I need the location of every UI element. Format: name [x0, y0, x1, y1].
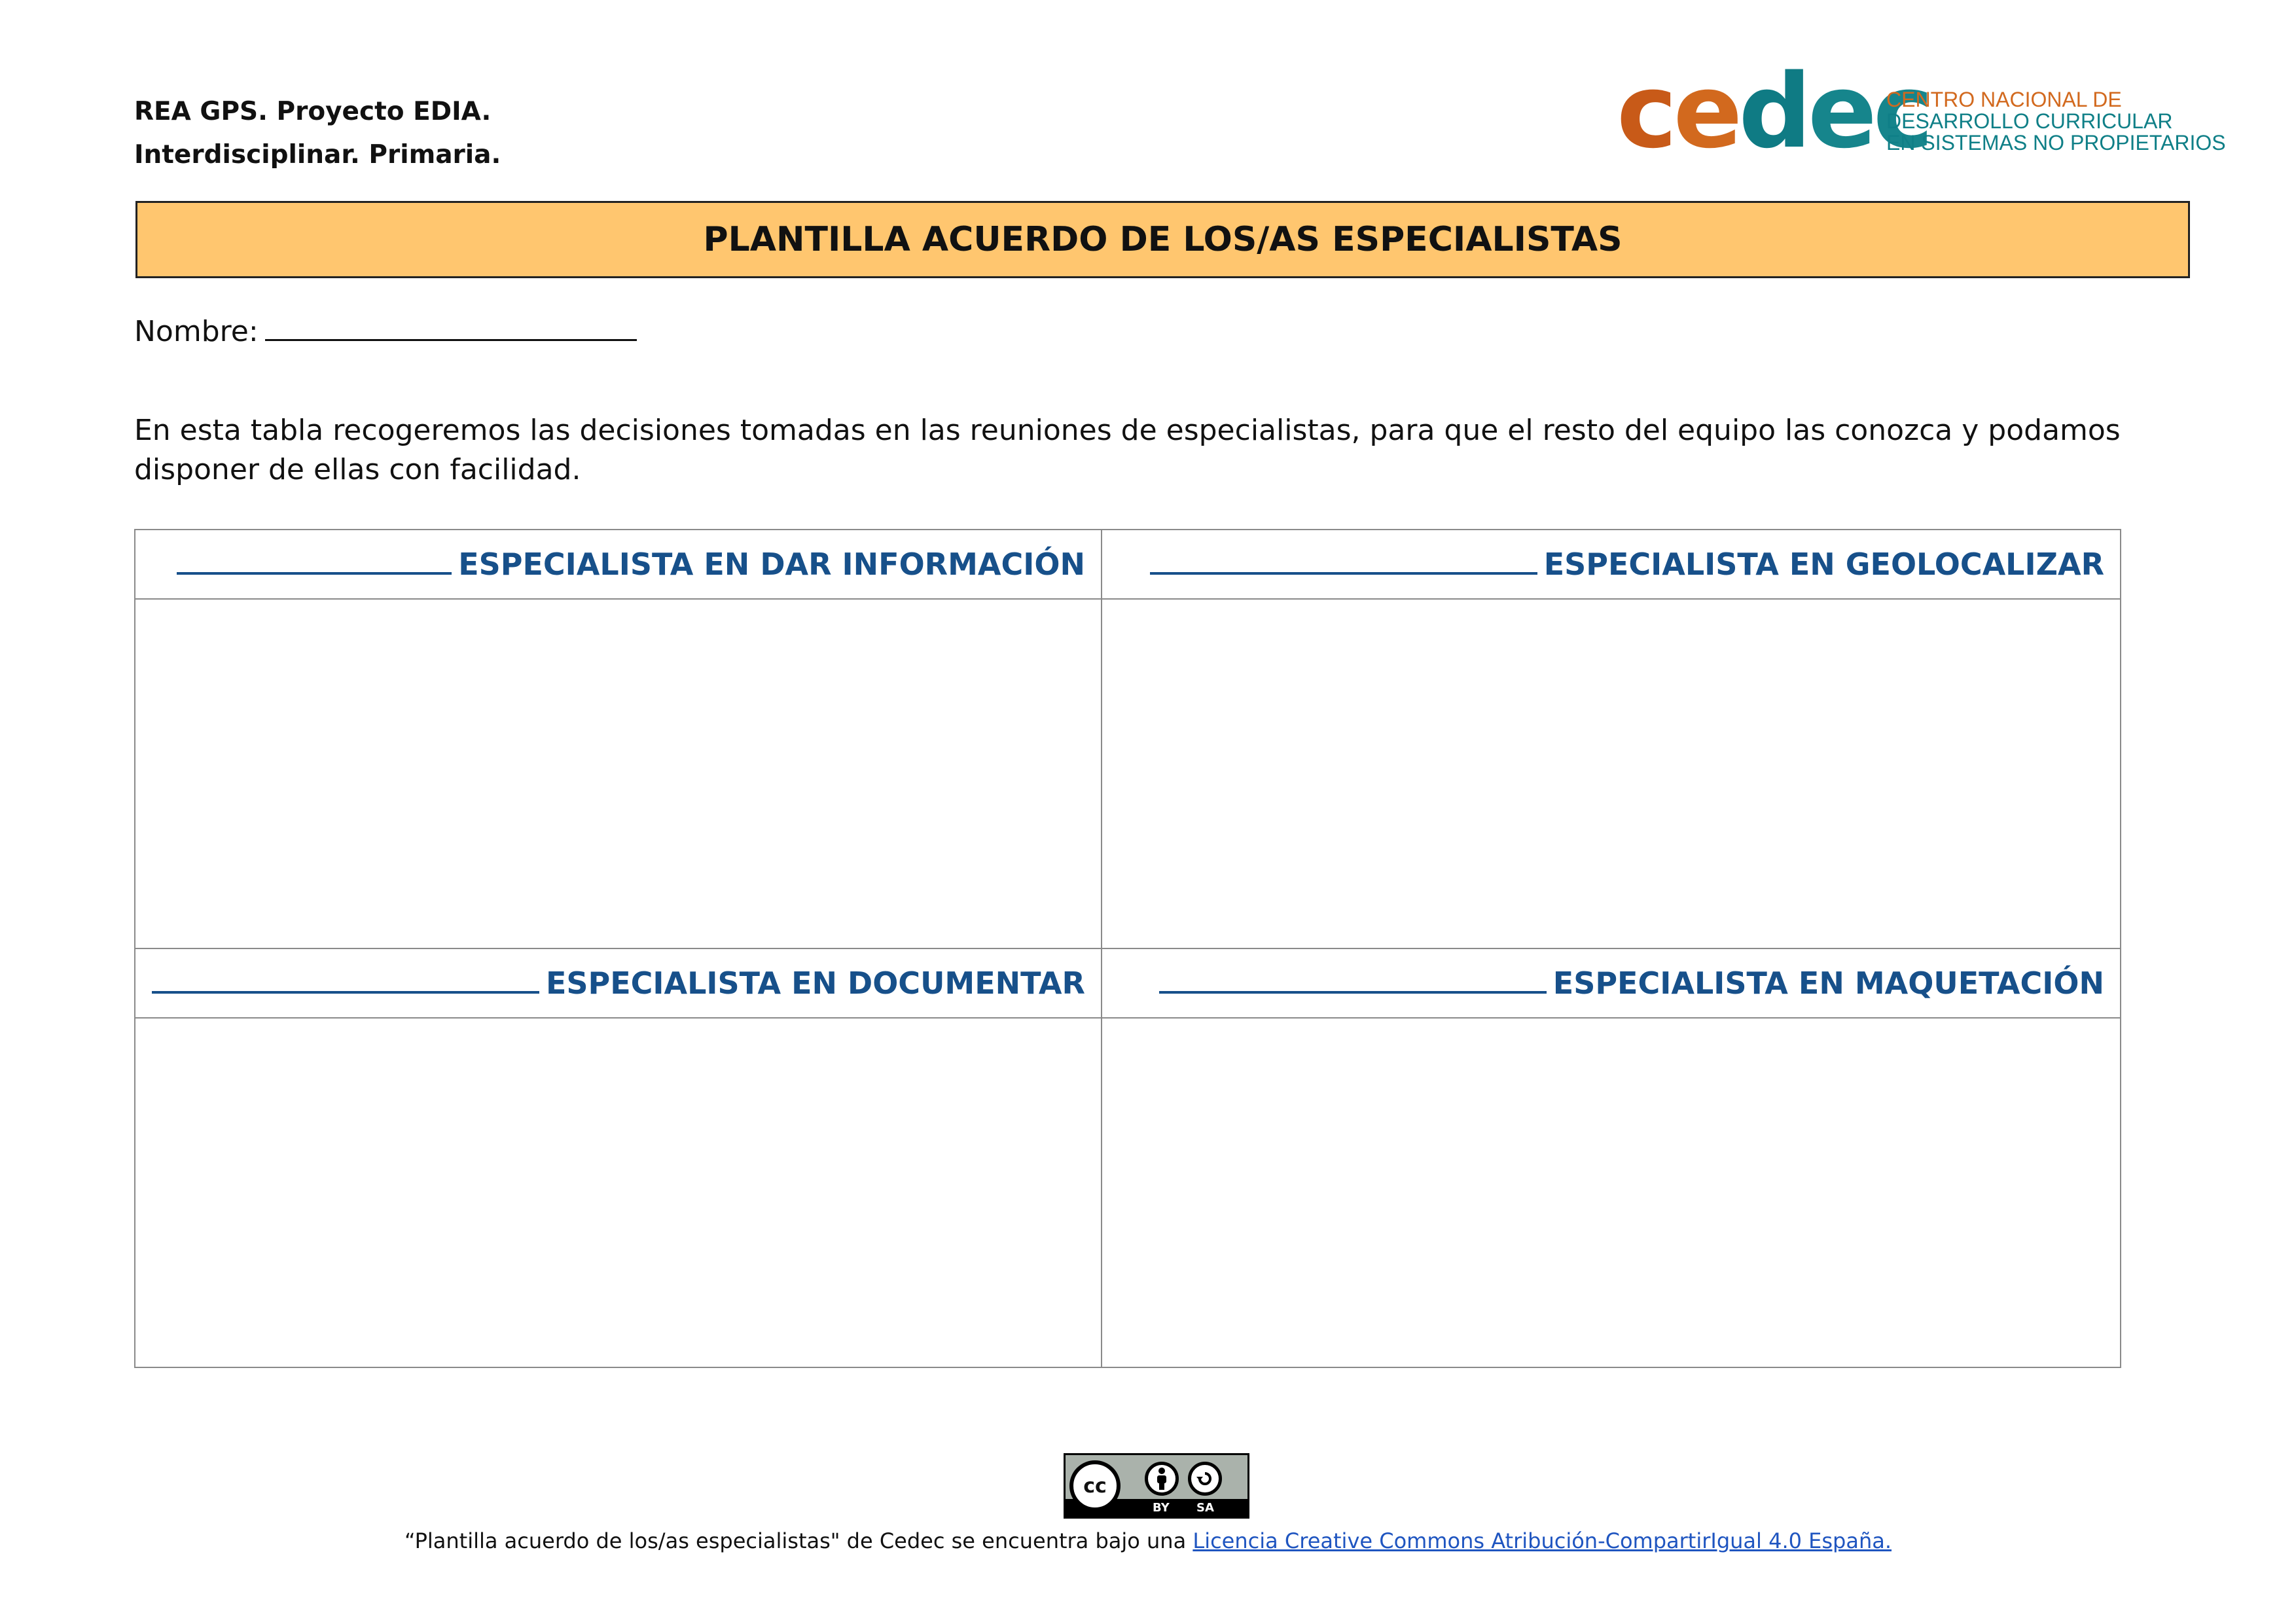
header-level: Interdisciplinar. Primaria.	[134, 140, 501, 170]
license-footer	[0, 1528, 2296, 1553]
table-header-row	[135, 530, 2121, 599]
specialists-table	[134, 529, 2121, 1368]
specialist-info-header: ESPECIALISTA EN DAR INFORMACIÓN	[135, 530, 1102, 599]
specialist-documentation-header: ESPECIALISTA EN DOCUMENTAR	[135, 948, 1102, 1018]
specialist-layout-header: ESPECIALISTA EN MAQUETACIÓN	[1102, 948, 2121, 1018]
name-blank-line[interactable]	[265, 313, 637, 341]
cc-by-sa-badge	[1064, 1453, 1249, 1519]
license-text: “Plantilla acuerdo de los/as especialistas" de Cedec se encuentra bajo una	[404, 1528, 1187, 1553]
person-icon	[1152, 1467, 1172, 1490]
share-alike-icon	[1188, 1462, 1222, 1496]
name-blank-line[interactable]	[1150, 550, 1537, 575]
creative-commons-icon: cc	[1069, 1460, 1121, 1511]
header-project: REA GPS. Proyecto EDIA.	[134, 97, 492, 126]
name-label: Nombre:	[134, 315, 259, 348]
specialist-info-notes-cell[interactable]	[135, 599, 1102, 948]
table-header-row	[135, 948, 2121, 1018]
name-blank-line[interactable]	[152, 969, 539, 994]
specialist-documentation-notes-cell[interactable]	[135, 1018, 1102, 1367]
specialist-geolocation-notes-cell[interactable]	[1102, 599, 2121, 948]
license-link[interactable]: Licencia Creative Commons Atribución-CompartirIgual 4.0 España.	[1193, 1528, 1892, 1553]
page-title: PLANTILLA ACUERDO DE LOS/AS ESPECIALISTAS	[135, 201, 2190, 278]
name-blank-line[interactable]	[177, 550, 452, 575]
table-body-row	[135, 599, 2121, 948]
cedec-logo-word: cedec	[1617, 52, 1930, 171]
specialist-geolocation-header: ESPECIALISTA EN GEOLOCALIZAR	[1102, 530, 2121, 599]
cc-sa-label: SA	[1196, 1501, 1214, 1515]
name-field	[134, 313, 637, 348]
attribution-icon	[1145, 1462, 1179, 1496]
document-header	[134, 90, 501, 177]
specialist-layout-notes-cell[interactable]	[1102, 1018, 2121, 1367]
cc-by-label: BY	[1153, 1501, 1170, 1515]
share-alike-arrow-icon	[1194, 1468, 1216, 1490]
intro-paragraph: En esta tabla recogeremos las decisiones tomadas en las reuniones de especialistas, para que el resto del equipo las conozca y podamos disponer de ellas con facilidad.	[134, 414, 2121, 486]
name-blank-line[interactable]	[1159, 969, 1547, 994]
table-body-row	[135, 1018, 2121, 1367]
cedec-logo-text: CENTRO NACIONAL DE DESARROLLO CURRICULAR EN SISTEMAS NO PROPIETARIOS	[1886, 88, 2226, 154]
